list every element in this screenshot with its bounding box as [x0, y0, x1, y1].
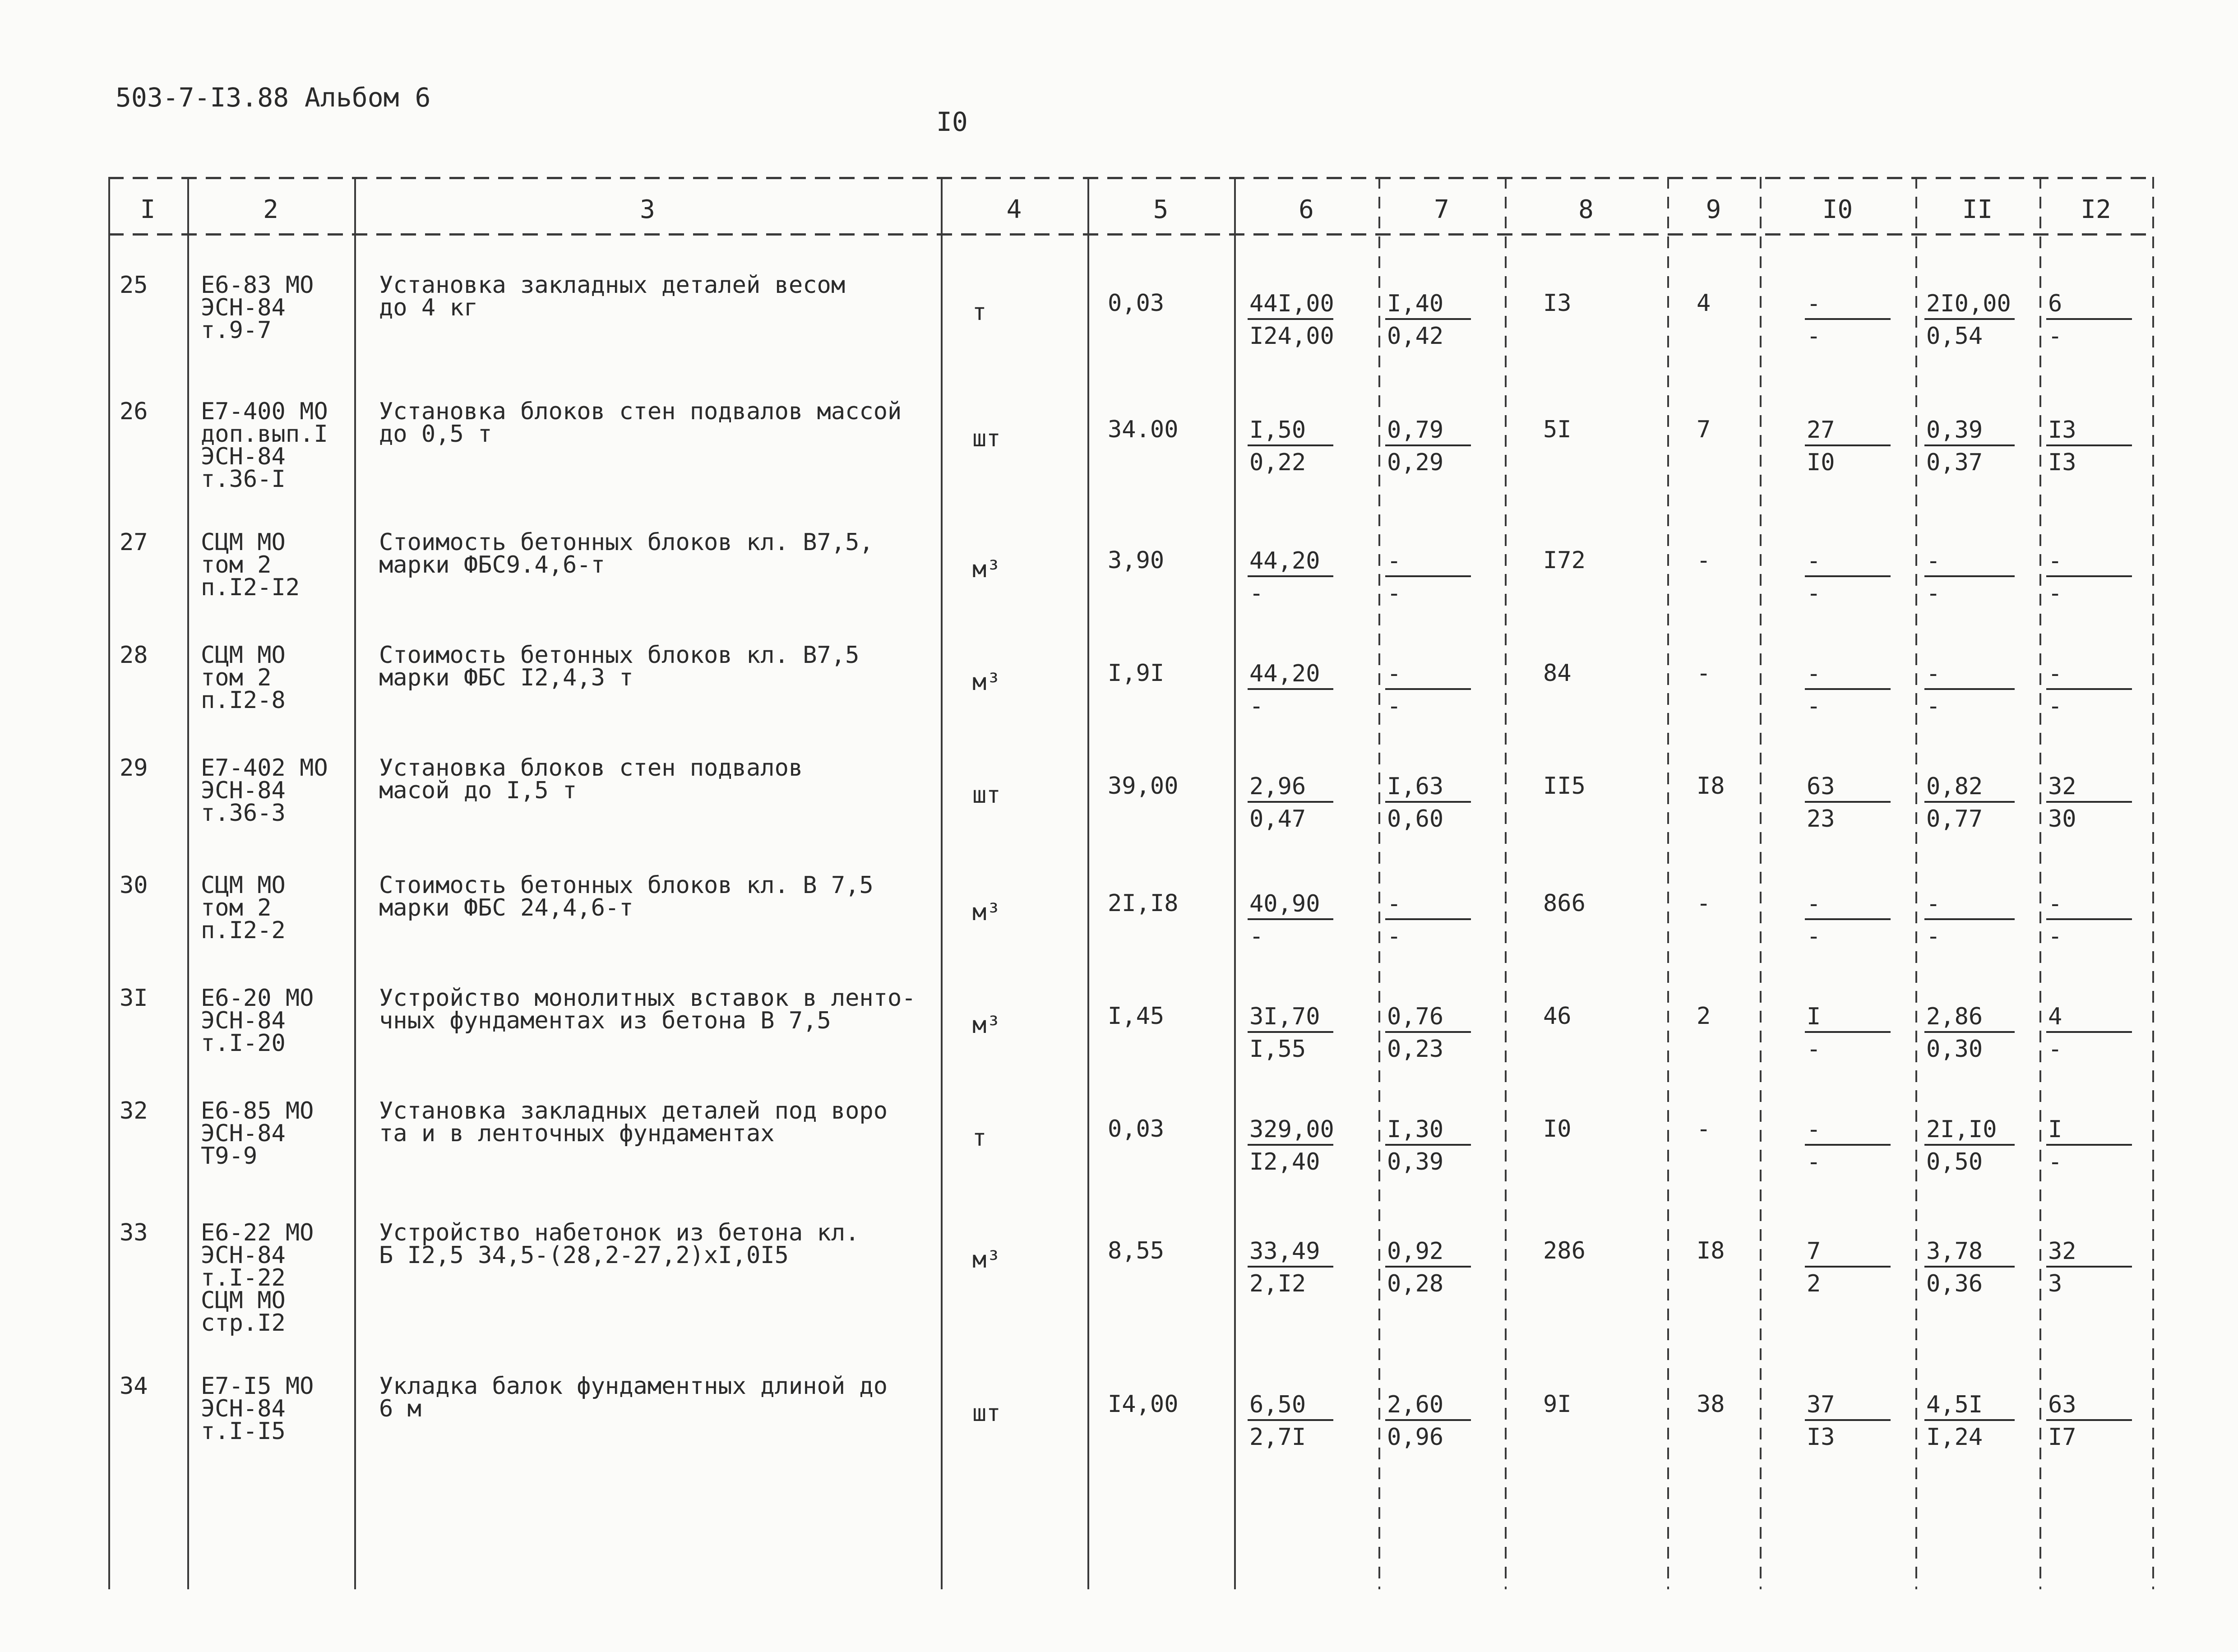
machine-cost: [1805, 892, 1891, 948]
row-number: 28: [120, 642, 148, 669]
column-header: 5: [1153, 195, 1169, 224]
row-number: 3I: [120, 985, 148, 1012]
labor-per-unit: [1924, 1005, 2015, 1061]
labor-total: [2046, 892, 2132, 948]
labor-per-unit: [1924, 892, 2015, 948]
labor-total-numerator: 4: [2046, 1005, 2132, 1033]
norm-code: Е6-85 МО ЭСН-84 Т9-9: [201, 1097, 314, 1170]
column-divider: [2152, 177, 2154, 1589]
wage-cost: [1385, 549, 1471, 605]
column-divider: [1760, 177, 1762, 1589]
labor-per-unit-numerator: -: [1924, 662, 2015, 690]
unit: м³: [972, 899, 1001, 926]
unit-cost-numerator: 40,90: [1248, 892, 1333, 920]
unit-cost: [1248, 418, 1333, 474]
wage-cost: [1385, 292, 1471, 348]
machine-cost-denominator: 23: [1807, 805, 1835, 833]
column-divider: [1915, 177, 1917, 1589]
work-description: Укладка балок фундаментных длиной до 6 м: [379, 1373, 888, 1422]
machine-cost-denominator: I3: [1807, 1424, 1835, 1451]
unit-cost: [1248, 292, 1333, 348]
row-number: 30: [120, 872, 148, 899]
unit-cost: [1248, 892, 1333, 948]
labor-total: [2046, 662, 2132, 718]
wage-cost-numerator: 0,79: [1385, 418, 1471, 446]
wage-cost-numerator: 2,60: [1385, 1393, 1471, 1421]
total-cost: 866: [1543, 890, 1586, 917]
machine-cost-denominator: -: [1807, 1036, 1821, 1063]
quantity: 0,03: [1108, 290, 1165, 317]
labor-per-unit: [1924, 418, 2015, 474]
work-description: Установка закладных деталей под воро та и в ленточных фундаментах: [379, 1097, 888, 1147]
machine-cost: [1805, 418, 1891, 474]
labor-total-denominator: -: [2048, 580, 2062, 607]
unit: м³: [972, 1246, 1001, 1273]
labor-total-numerator: I3: [2046, 418, 2132, 446]
column-divider: [1378, 177, 1380, 1589]
unit-cost-denominator: 2,7I: [1249, 1424, 1306, 1451]
norm-code: СЦМ МО том 2 п.I2-I2: [201, 529, 300, 601]
machine-cost-numerator: -: [1805, 892, 1891, 920]
unit: т: [972, 1124, 987, 1152]
labor-per-unit-denominator: 0,30: [1926, 1036, 1983, 1063]
work-description: Установка блоков стен подвалов масой до I,5 т: [379, 754, 803, 804]
labor-per-unit-denominator: 0,37: [1926, 449, 1983, 476]
labor-total-denominator: -: [2048, 323, 2062, 350]
labor-per-unit: [1924, 549, 2015, 605]
unit: шт: [972, 1400, 1001, 1427]
wage-cost-numerator: 0,92: [1385, 1240, 1471, 1268]
column-header: 9: [1706, 195, 1721, 224]
labor-total-numerator: 32: [2046, 1240, 2132, 1268]
machine-cost-numerator: -: [1805, 662, 1891, 690]
work-description: Стоимость бетонных блоков кл. В 7,5 марки ФБС 24,4,6-т: [379, 872, 874, 921]
machine-cost-denominator: 2: [1807, 1270, 1821, 1297]
unit: шт: [972, 425, 1001, 452]
row-number: 32: [120, 1097, 148, 1124]
labor-total-numerator: 63: [2046, 1393, 2132, 1421]
labor-per-unit-denominator: -: [1926, 923, 1941, 950]
labor-per-unit: [1924, 1393, 2015, 1449]
unit-cost: [1248, 1240, 1333, 1296]
unit-cost-numerator: 2,96: [1248, 775, 1333, 803]
unit-cost-denominator: -: [1249, 580, 1264, 607]
column-divider: [1234, 177, 1236, 1589]
total-cost: 5I: [1543, 416, 1572, 443]
column-header: 8: [1578, 195, 1594, 224]
labor-total: [2046, 292, 2132, 348]
machine-cost-numerator: -: [1805, 292, 1891, 320]
unit-cost: [1248, 775, 1333, 831]
wage-cost: [1385, 1240, 1471, 1296]
wage-cost-denominator: 0,42: [1387, 323, 1444, 350]
labor-per-unit-denominator: 0,36: [1926, 1270, 1983, 1297]
wage-cost-numerator: I,63: [1385, 775, 1471, 803]
column-divider: [941, 177, 943, 1589]
quantity: I4,00: [1108, 1391, 1179, 1418]
labor-total-denominator: I7: [2048, 1424, 2076, 1451]
wage-cost-denominator: -: [1387, 580, 1401, 607]
labor-per-unit-denominator: -: [1926, 693, 1941, 720]
wage-cost-numerator: 0,76: [1385, 1005, 1471, 1033]
table-top-rule: [108, 177, 2153, 179]
labor-total-numerator: 6: [2046, 292, 2132, 320]
row-number: 25: [120, 272, 148, 299]
total-wage: I8: [1697, 773, 1725, 800]
wage-cost: [1385, 1393, 1471, 1449]
labor-per-unit-numerator: -: [1924, 892, 2015, 920]
machine-cost-denominator: -: [1807, 693, 1821, 720]
machine-cost-numerator: I: [1805, 1005, 1891, 1033]
unit-cost-numerator: 44I,00: [1248, 292, 1333, 320]
labor-per-unit-numerator: 3,78: [1924, 1240, 2015, 1268]
unit-cost-denominator: I2,40: [1249, 1148, 1320, 1175]
unit: м³: [972, 556, 1001, 583]
norm-code: Е6-22 МО ЭСН-84 т.I-22 СЦМ МО стр.I2: [201, 1219, 314, 1337]
wage-cost-denominator: -: [1387, 693, 1401, 720]
column-header: 2: [263, 195, 278, 224]
column-divider: [2039, 177, 2041, 1589]
wage-cost: [1385, 418, 1471, 474]
row-number: 34: [120, 1373, 148, 1400]
work-description: Установка блоков стен подвалов массой до 0,5 т: [379, 398, 902, 448]
quantity: 8,55: [1108, 1237, 1165, 1264]
labor-per-unit-numerator: 2I,I0: [1924, 1118, 2015, 1146]
labor-per-unit-denominator: I,24: [1926, 1424, 1983, 1451]
estimate-table: [108, 177, 2153, 1589]
total-wage: 2: [1697, 1003, 1711, 1030]
quantity: 3,90: [1108, 547, 1165, 574]
machine-cost-numerator: -: [1805, 549, 1891, 577]
machine-cost-numerator: 37: [1805, 1393, 1891, 1421]
machine-cost-denominator: -: [1807, 923, 1821, 950]
wage-cost-numerator: -: [1385, 662, 1471, 690]
machine-cost: [1805, 1005, 1891, 1061]
labor-total-numerator: -: [2046, 662, 2132, 690]
column-divider: [1667, 177, 1669, 1589]
labor-per-unit-numerator: 4,5I: [1924, 1393, 2015, 1421]
machine-cost-numerator: 63: [1805, 775, 1891, 803]
machine-cost-denominator: -: [1807, 1148, 1821, 1175]
header-bottom-rule: [108, 233, 2153, 236]
column-header: 3: [640, 195, 655, 224]
labor-per-unit-numerator: -: [1924, 549, 2015, 577]
norm-code: СЦМ МО том 2 п.I2-2: [201, 872, 286, 944]
total-cost: I3: [1543, 290, 1572, 317]
labor-total-numerator: -: [2046, 549, 2132, 577]
machine-cost-denominator: -: [1807, 580, 1821, 607]
labor-total: [2046, 418, 2132, 474]
total-cost: 9I: [1543, 1391, 1572, 1418]
labor-total-denominator: 3: [2048, 1270, 2062, 1297]
column-header: II: [1962, 195, 1993, 224]
labor-total: [2046, 1118, 2132, 1174]
labor-per-unit-numerator: 0,82: [1924, 775, 2015, 803]
labor-per-unit-denominator: -: [1926, 580, 1941, 607]
machine-cost: [1805, 775, 1891, 831]
row-number: 33: [120, 1219, 148, 1246]
quantity: I,9I: [1108, 660, 1165, 687]
wage-cost-numerator: I,40: [1385, 292, 1471, 320]
machine-cost-denominator: -: [1807, 323, 1821, 350]
machine-cost: [1805, 549, 1891, 605]
unit-cost: [1248, 1118, 1333, 1174]
column-divider: [354, 177, 356, 1589]
labor-total-numerator: 32: [2046, 775, 2132, 803]
labor-total: [2046, 1005, 2132, 1061]
labor-total-numerator: -: [2046, 892, 2132, 920]
quantity: 34.00: [1108, 416, 1179, 443]
wage-cost-denominator: 0,29: [1387, 449, 1444, 476]
work-description: Устройство набетонок из бетона кл. Б I2,5 34,5-(28,2-27,2)хI,0I5: [379, 1219, 860, 1269]
labor-total-denominator: -: [2048, 1036, 2062, 1063]
total-wage: -: [1697, 890, 1711, 917]
labor-per-unit: [1924, 1118, 2015, 1174]
labor-total: [2046, 549, 2132, 605]
quantity: 0,03: [1108, 1115, 1165, 1143]
total-wage: I8: [1697, 1237, 1725, 1264]
labor-per-unit-numerator: 2I0,00: [1924, 292, 2015, 320]
labor-per-unit: [1924, 775, 2015, 831]
unit: м³: [972, 669, 1001, 696]
total-wage: -: [1697, 660, 1711, 687]
wage-cost-numerator: -: [1385, 549, 1471, 577]
unit-cost-denominator: I24,00: [1249, 323, 1334, 350]
labor-total-denominator: -: [2048, 1148, 2062, 1175]
unit-cost-denominator: I,55: [1249, 1036, 1306, 1063]
total-wage: 4: [1697, 290, 1711, 317]
labor-total-denominator: -: [2048, 923, 2062, 950]
unit-cost: [1248, 662, 1333, 718]
machine-cost: [1805, 662, 1891, 718]
unit-cost-denominator: 0,47: [1249, 805, 1306, 833]
unit: т: [972, 299, 987, 326]
total-cost: II5: [1543, 773, 1586, 800]
total-wage: 38: [1697, 1391, 1725, 1418]
unit-cost-numerator: 33,49: [1248, 1240, 1333, 1268]
wage-cost-denominator: 0,28: [1387, 1270, 1444, 1297]
wage-cost: [1385, 1005, 1471, 1061]
unit-cost-numerator: 3I,70: [1248, 1005, 1333, 1033]
column-header: I0: [1822, 195, 1853, 224]
total-cost: I72: [1543, 547, 1586, 574]
machine-cost: [1805, 292, 1891, 348]
total-wage: -: [1697, 1115, 1711, 1143]
norm-code: СЦМ МО том 2 п.I2-8: [201, 642, 286, 714]
wage-cost: [1385, 892, 1471, 948]
labor-total-numerator: I: [2046, 1118, 2132, 1146]
unit-cost: [1248, 1005, 1333, 1061]
labor-per-unit-denominator: 0,54: [1926, 323, 1983, 350]
wage-cost-numerator: -: [1385, 892, 1471, 920]
labor-per-unit: [1924, 292, 2015, 348]
wage-cost-denominator: -: [1387, 923, 1401, 950]
unit-cost-numerator: 44,20: [1248, 549, 1333, 577]
quantity: I,45: [1108, 1003, 1165, 1030]
unit: шт: [972, 782, 1001, 809]
unit: м³: [972, 1012, 1001, 1039]
wage-cost: [1385, 662, 1471, 718]
row-number: 26: [120, 398, 148, 425]
quantity: 39,00: [1108, 773, 1179, 800]
wage-cost-denominator: 0,23: [1387, 1036, 1444, 1063]
norm-code: Е7-400 МО доп.вып.I ЭСН-84 т.36-I: [201, 398, 328, 493]
labor-per-unit-denominator: 0,50: [1926, 1148, 1983, 1175]
work-description: Устройство монолитных вставок в ленто- чных фундаментах из бетона В 7,5: [379, 985, 916, 1034]
column-divider: [1087, 177, 1089, 1589]
labor-total-denominator: -: [2048, 693, 2062, 720]
column-header: 4: [1006, 195, 1022, 224]
document-code: 503-7-I3.88 Альбом 6: [116, 82, 431, 113]
unit-cost-denominator: -: [1249, 923, 1264, 950]
work-description: Стоимость бетонных блоков кл. В7,5, марки ФБС9.4,6-т: [379, 529, 874, 578]
total-cost: 286: [1543, 1237, 1586, 1264]
unit-cost: [1248, 549, 1333, 605]
column-header: I2: [2081, 195, 2111, 224]
unit-cost: [1248, 1393, 1333, 1449]
wage-cost-denominator: 0,96: [1387, 1424, 1444, 1451]
norm-code: Е6-83 МО ЭСН-84 т.9-7: [201, 272, 314, 344]
unit-cost-denominator: -: [1249, 693, 1264, 720]
wage-cost-denominator: 0,60: [1387, 805, 1444, 833]
unit-cost-numerator: 6,50: [1248, 1393, 1333, 1421]
wage-cost: [1385, 775, 1471, 831]
work-description: Установка закладных деталей весом до 4 кг: [379, 272, 846, 321]
column-divider: [108, 177, 110, 1589]
wage-cost-numerator: I,30: [1385, 1118, 1471, 1146]
unit-cost-numerator: 329,00: [1248, 1118, 1333, 1146]
total-cost: I0: [1543, 1115, 1572, 1143]
labor-per-unit: [1924, 1240, 2015, 1296]
wage-cost: [1385, 1118, 1471, 1174]
labor-per-unit-numerator: 2,86: [1924, 1005, 2015, 1033]
total-wage: 7: [1697, 416, 1711, 443]
labor-per-unit-numerator: 0,39: [1924, 418, 2015, 446]
labor-per-unit: [1924, 662, 2015, 718]
column-header: 6: [1299, 195, 1314, 224]
page-number: I0: [936, 106, 968, 137]
quantity: 2I,I8: [1108, 890, 1179, 917]
unit-cost-denominator: 0,22: [1249, 449, 1306, 476]
labor-per-unit-denominator: 0,77: [1926, 805, 1983, 833]
norm-code: Е7-I5 МО ЭСН-84 т.I-I5: [201, 1373, 314, 1445]
column-divider: [1505, 177, 1507, 1589]
machine-cost: [1805, 1118, 1891, 1174]
unit-cost-numerator: I,50: [1248, 418, 1333, 446]
machine-cost-denominator: I0: [1807, 449, 1835, 476]
labor-total-denominator: I3: [2048, 449, 2076, 476]
wage-cost-denominator: 0,39: [1387, 1148, 1444, 1175]
unit-cost-denominator: 2,I2: [1249, 1270, 1306, 1297]
column-header: 7: [1434, 195, 1449, 224]
total-cost: 46: [1543, 1003, 1572, 1030]
machine-cost-numerator: -: [1805, 1118, 1891, 1146]
labor-total: [2046, 1240, 2132, 1296]
machine-cost: [1805, 1240, 1891, 1296]
work-description: Стоимость бетонных блоков кл. В7,5 марки ФБС I2,4,3 т: [379, 642, 860, 691]
machine-cost-numerator: 7: [1805, 1240, 1891, 1268]
labor-total: [2046, 1393, 2132, 1449]
unit-cost-numerator: 44,20: [1248, 662, 1333, 690]
labor-total-denominator: 30: [2048, 805, 2076, 833]
machine-cost-numerator: 27: [1805, 418, 1891, 446]
column-divider: [187, 177, 189, 1589]
norm-code: Е7-402 МО ЭСН-84 т.36-3: [201, 754, 328, 827]
total-wage: -: [1697, 547, 1711, 574]
norm-code: Е6-20 МО ЭСН-84 т.I-20: [201, 985, 314, 1057]
row-number: 29: [120, 754, 148, 782]
labor-total: [2046, 775, 2132, 831]
column-header: I: [140, 195, 156, 224]
machine-cost: [1805, 1393, 1891, 1449]
row-number: 27: [120, 529, 148, 556]
total-cost: 84: [1543, 660, 1572, 687]
